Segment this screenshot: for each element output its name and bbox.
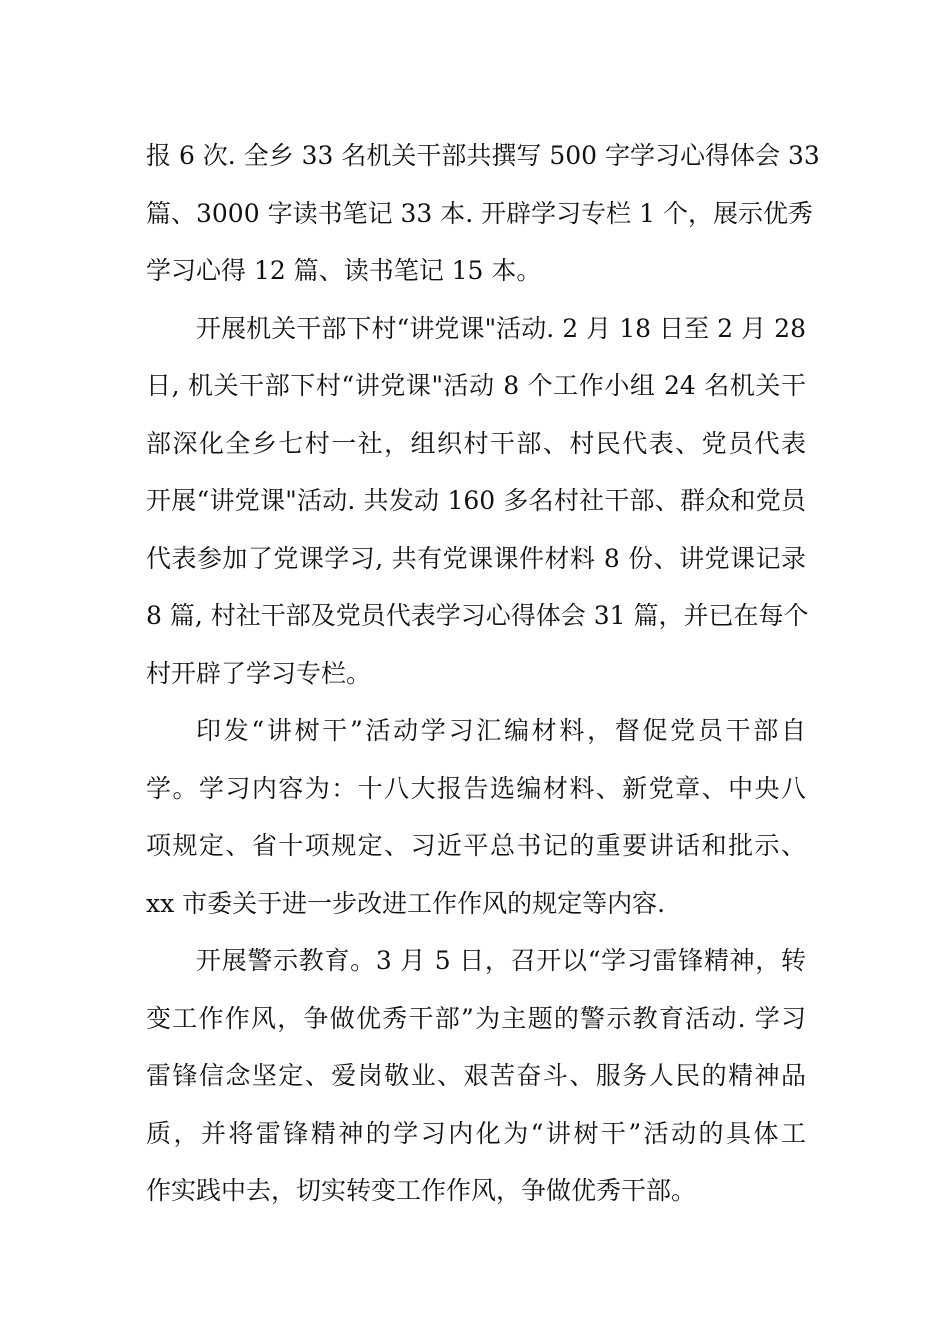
text-line: 篇、3000 字读书笔记 33 本. 开辟学习专栏 1 个，展示优秀 <box>146 198 813 228</box>
text-line: 开展机关干部下村“讲党课"活动. 2 月 18 日至 2 月 28 <box>196 313 806 343</box>
text-line: 印发“讲树干”活动学习汇编材料，督促党员干部自 <box>196 716 806 745</box>
text-line: 村开辟了学习专栏。 <box>146 658 372 688</box>
paragraph-2 <box>146 300 809 703</box>
text-line: 学。学习内容为：十八大报告选编材料、新党章、中央八 <box>146 773 806 803</box>
paragraph-4 <box>146 932 806 1220</box>
text-line: 开展警示教育。3 月 5 日，召开以“学习雷锋精神，转 <box>196 946 806 975</box>
text-line: 开展“讲党课"活动. 共发动 160 多名村社干部、群众和党员 <box>146 486 806 515</box>
text-line: 报 6 次. 全乡 33 名机关干部共撰写 500 字学习心得体会 33 <box>146 141 820 170</box>
text-line: 部深化全乡七村一社，组织村干部、村民代表、党员代表 <box>146 428 806 458</box>
text-line: xx 市委关于进一步改进工作作风的规定等内容. <box>146 888 666 918</box>
text-line: 质，并将雷锋精神的学习内化为“讲树干”活动的具体工 <box>146 1118 806 1148</box>
text-line: 日, 机关干部下村“讲党课"活动 8 个工作小组 24 名机关干 <box>146 371 806 400</box>
paragraph-1 <box>146 127 820 300</box>
document-body <box>146 127 820 1220</box>
paragraph-3 <box>146 702 806 932</box>
text-line: 学习心得 12 篇、读书笔记 15 本。 <box>146 256 542 285</box>
text-line: 作实践中去，切实转变工作作风，争做优秀干部。 <box>146 1176 697 1205</box>
text-line: 项规定、省十项规定、习近平总书记的重要讲话和批示、 <box>146 831 806 860</box>
text-line: 雷锋信念坚定、爱岗敬业、艰苦奋斗、服务人民的精神品 <box>146 1061 806 1090</box>
text-line: 变工作作风，争做优秀干部”为主题的警示教育活动. 学习 <box>146 1003 806 1033</box>
text-line: 8 篇, 村社干部及党员代表学习心得体会 31 篇，并已在每个 <box>146 601 809 630</box>
text-line: 代表参加了党课学习, 共有党课课件材料 8 份、讲党课记录 <box>146 543 806 573</box>
